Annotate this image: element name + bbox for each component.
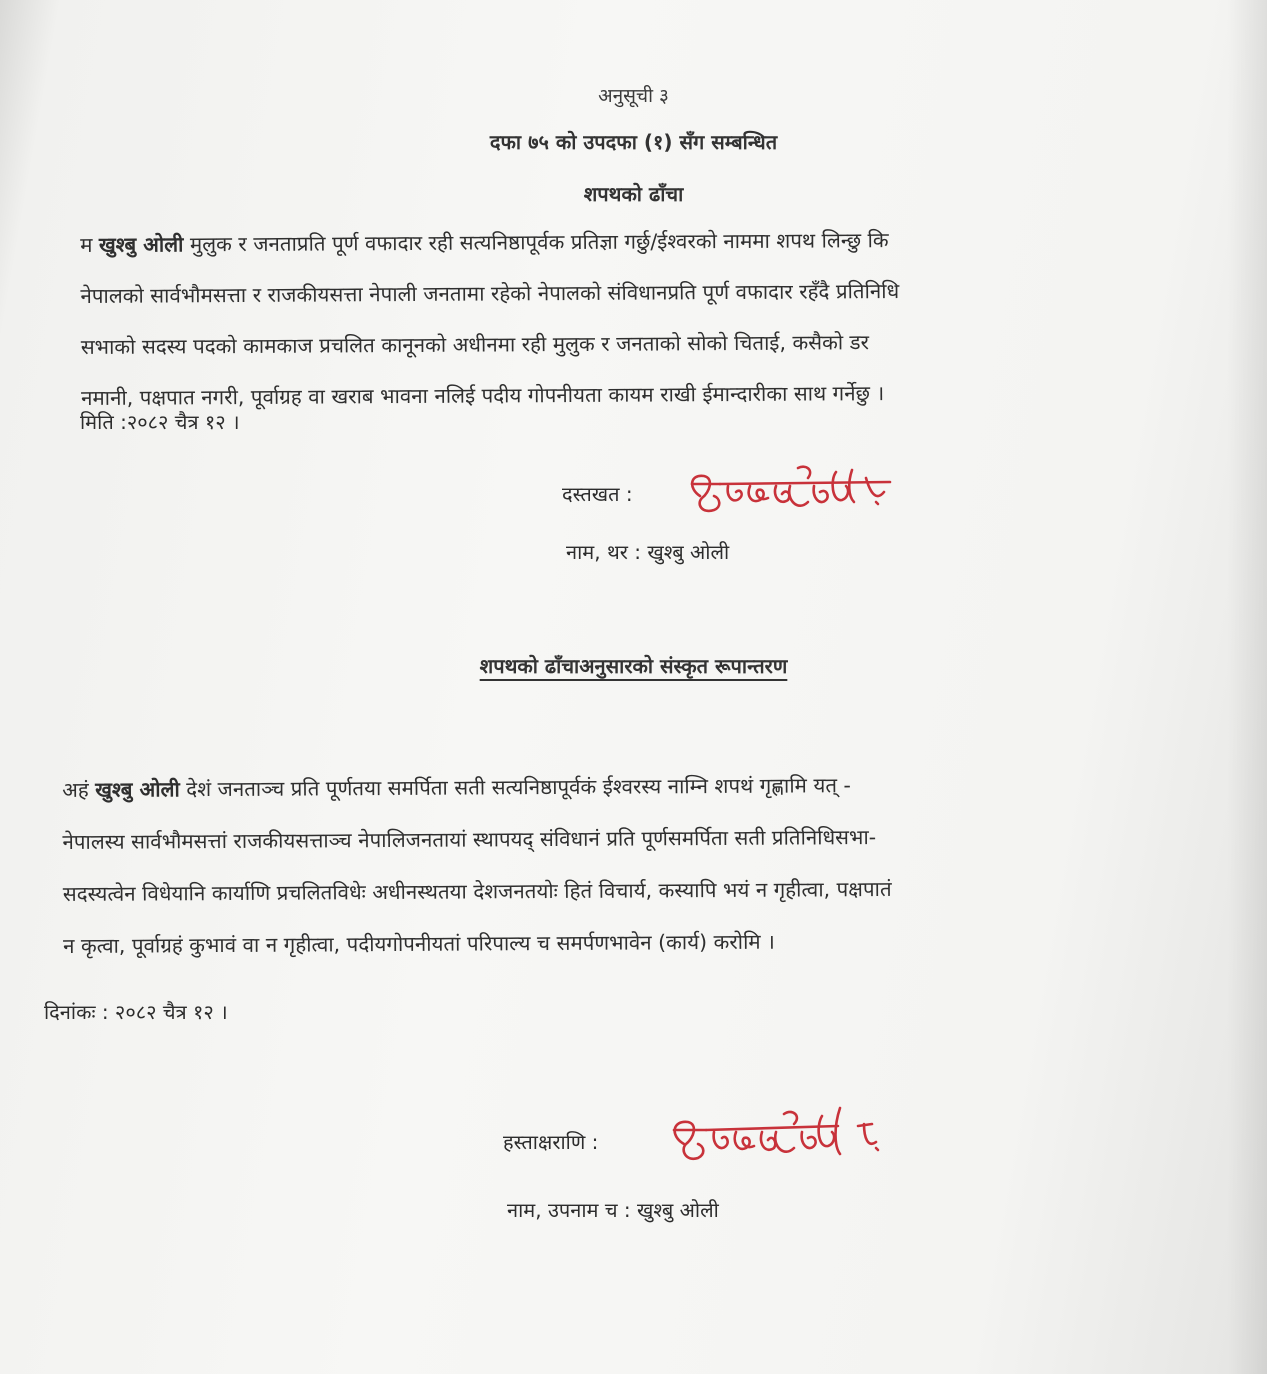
sanskrit-date: दिनांकः : २०८२ चैत्र १२ । <box>44 1000 228 1024</box>
oath-paragraph-sanskrit <box>62 757 1198 972</box>
oath-paragraph-nepali <box>80 213 1181 424</box>
sanskrit-oath-taker-name: खुश्बु ओली <box>95 777 180 802</box>
oath-taker-name: खुश्बु ओली <box>98 232 184 257</box>
oath-line-4: नमानी, पक्षपात नगरी, पूर्वाग्रह वा खराब भावना नलिई पदीय गोपनीयता कायम राखी ईमान्दारीका साथ गर्नेछु । <box>81 381 885 410</box>
oath-date: मिति :२०८२ चैत्र १२ । <box>80 410 240 434</box>
oath-line-3: सभाको सदस्य पदको कामकाज प्रचलित कानूनको अधीनमा रही मुलुक र जनताको सोको चिताई, कसैको डर <box>80 330 870 359</box>
handwritten-signature-2 <box>662 1102 902 1182</box>
name-surname-line: नाम, थर : खुश्बु ओली <box>566 540 730 564</box>
oath-line-2: नेपालको सार्वभौमसत्ता र राजकीयसत्ता नेपाली जनतामा रहेको नेपालको संविधानप्रति पूर्ण वफादार रहँदै प्रतिनिधि <box>80 278 900 308</box>
name-upnama-line: नाम, उपनाम च : खुश्बु ओली <box>507 1198 719 1222</box>
sanskrit-line-1: अहं खुश्बु ओली देशं जनताञ्च प्रति पूर्णतया समर्पिता सती सत्यनिष्ठापूर्वकं ईश्वरस्य नाम्नि शपथं गृह्णामि यत् - <box>62 773 851 802</box>
handwritten-signature <box>680 462 910 532</box>
sanskrit-section-title: शपथको ढाँचाअनुसारको संस्कृत रूपान्तरण <box>479 654 788 678</box>
schedule-heading: अनुसूची ३ <box>598 85 669 107</box>
sanskrit-line-3: सदस्यत्वेन विधेयानि कार्याणि प्रचलितविधेः अधीनस्थतया देशजनतयोः हितं विचार्य, कस्यापि भयं न गृहीत्वा, पक्षपातं <box>62 876 892 906</box>
signature-label: दस्तखत : <box>562 482 633 506</box>
sanskrit-signature-label: हस्ताक्षराणि : <box>503 1130 599 1154</box>
sanskrit-line-2: नेपालस्य सार्वभौमसत्तां राजकीयसत्ताञ्च नेपालिजनतायां स्थापयद् संविधानं प्रति पूर्णसमर्पिता सती प्रतिनिधिसभा- <box>62 825 877 854</box>
section-reference: दफा ७५ को उपदफा (१) सँग सम्बन्धित <box>489 130 778 154</box>
form-title: शपथको ढाँचा <box>583 182 684 206</box>
sanskrit-line-4: न कृत्वा, पूर्वाग्रहं कुभावं वा न गृहीत्वा, पदीयगोपनीयतां परिपाल्य च समर्पणभावेन (कार्य) करोमि । <box>63 929 775 958</box>
oath-line-1: म खुश्बु ओली मुलुक र जनताप्रति पूर्ण वफादार रही सत्यनिष्ठापूर्वक प्रतिज्ञा गर्छु/ईश्वरको नाममा शपथ लिन्छु कि <box>80 228 889 257</box>
